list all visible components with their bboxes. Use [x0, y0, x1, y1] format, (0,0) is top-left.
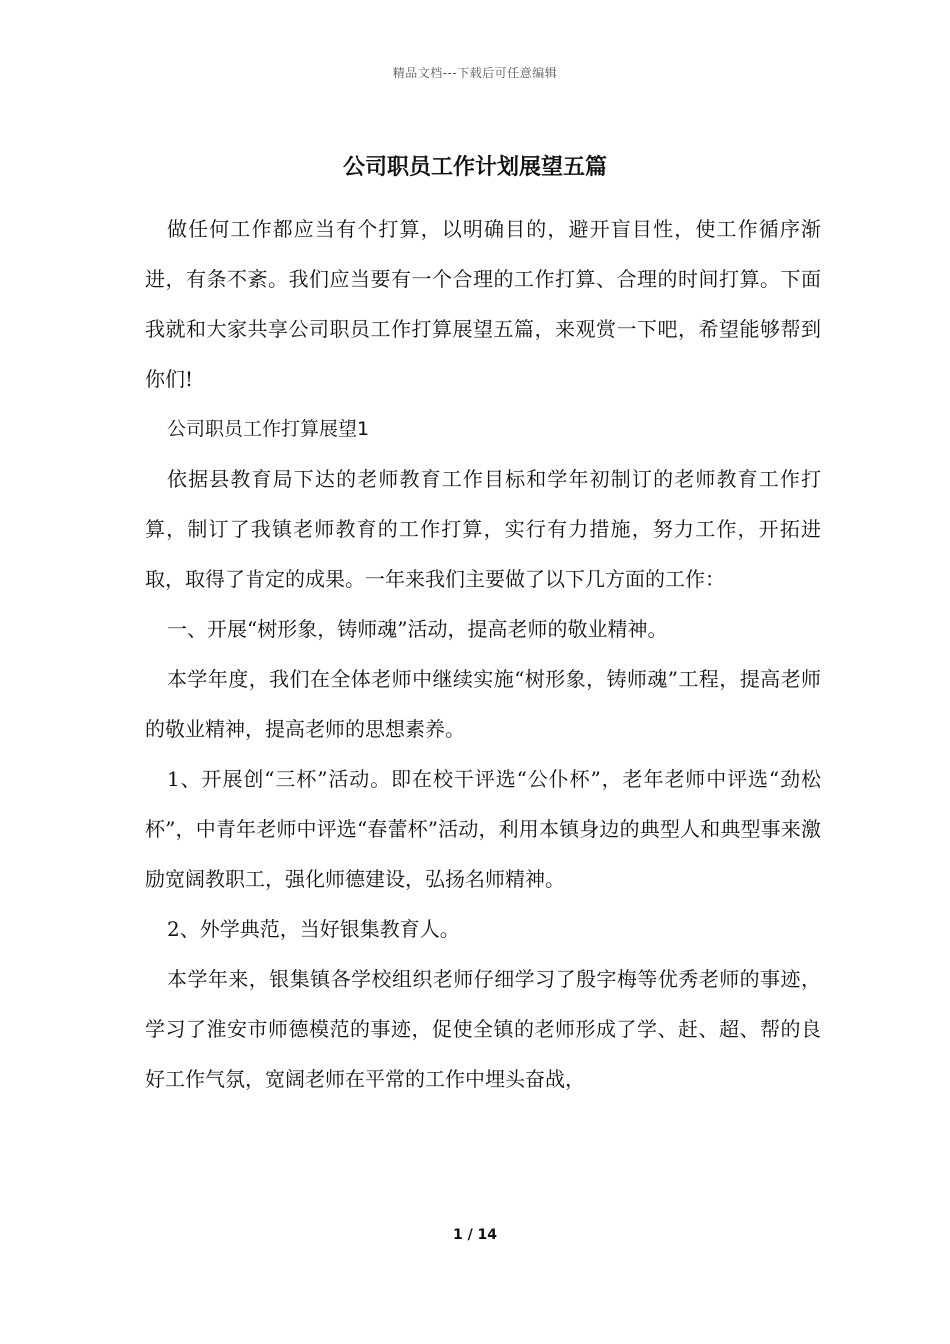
section-heading: 公司职员工作打算展望1	[167, 418, 370, 440]
body-paragraph: 本学年度，我们在全体老师中继续实施“树形象，铸师魂”工程，提高老师的敬业精神，提高老师的思想素养。	[145, 667, 821, 741]
document-body	[145, 204, 821, 1104]
document-title: 公司职员工作计划展望五篇	[342, 154, 607, 180]
body-paragraph: 依据县教育局下达的老师教育工作目标和学年初制订的老师教育工作打算，制订了我镇老师教育的工作打算，实行有力措施，努力工作，开拓进取，取得了肯定的成果。一年来我们主要做了以下几方面的工作：	[145, 467, 821, 591]
page-header: 精品文档---下载后可任意编辑	[392, 66, 558, 80]
page-number: 1 / 14	[452, 1227, 498, 1243]
intro-paragraph: 做任何工作都应当有个打算，以明确目的，避开盲目性，使工作循序渐进，有条不紊。我们应当要有一个合理的工作打算、合理的时间打算。下面我就和大家共享公司职员工作打算展望五篇，来观赏一下吧，希望能够帮到你们!	[145, 217, 821, 391]
list-item-paragraph: 2、外学典范，当好银集教育人。	[167, 917, 460, 941]
subheading-paragraph: 一、开展“树形象，铸师魂”活动，提高老师的敬业精神。	[167, 617, 668, 641]
body-paragraph: 本学年来，银集镇各学校组织老师仔细学习了殷字梅等优秀老师的事迹，学习了淮安市师德模范的事迹，促使全镇的老师形成了学、赶、超、帮的良好工作气氛，宽阔老师在平常的工作中埋头奋战，	[145, 967, 821, 1091]
list-item-paragraph: 1、开展创“三杯”活动。即在校干评选“公仆杯”，老年老师中评选“劲松杯”，中青年老师中评选“春蕾杯”活动，利用本镇身边的典型人和典型事来激励宽阔教职工，强化师德建设，弘扬名师精神。	[145, 767, 821, 891]
